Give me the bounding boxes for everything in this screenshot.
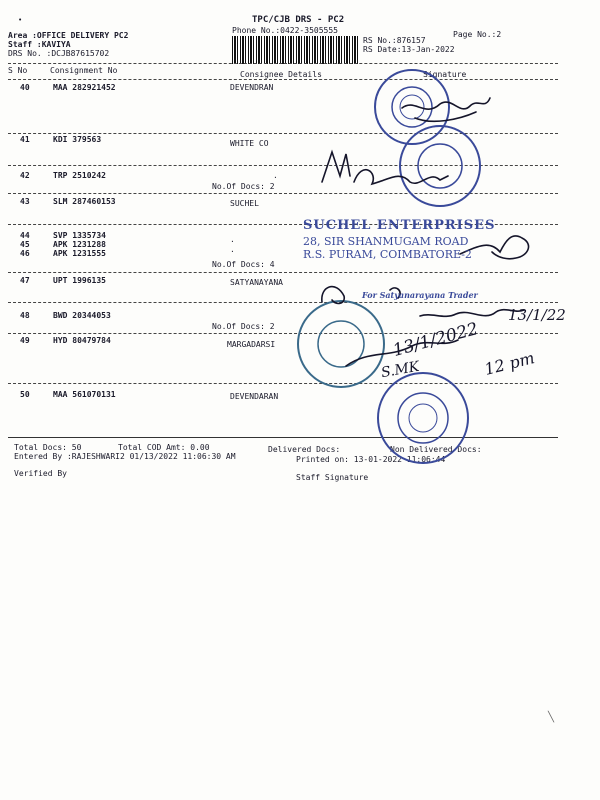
staff-signature-label: Staff Signature [296, 473, 369, 482]
row-43-sno: 43 [20, 197, 30, 206]
suchel-stamp-line2: 28, SIR SHANMUGAM ROAD [303, 235, 469, 248]
staff-label: Staff :KAVIYA [8, 40, 71, 49]
page-number: Page No.:2 [453, 30, 502, 39]
row-47-consignee: SATYANAYANA [230, 278, 283, 287]
signature-devendran-icon [402, 98, 490, 121]
total-cod: Total COD Amt: 0.00 [118, 443, 210, 452]
row-49-sno: 49 [20, 336, 30, 345]
row-50-consignment: MAA 561070131 [53, 390, 116, 399]
row-46-doc-count: No.Of Docs: 4 [212, 260, 275, 269]
satyanarayana-stamp: For Satyanarayana Trader [362, 290, 478, 300]
rs-number: RS No.:876157 [363, 36, 426, 45]
handwritten-date-1: 13/1/22 [508, 306, 566, 324]
drs-number: DRS No. :DCJB87615702 [8, 49, 110, 58]
row-42-consignment: TRP 2510242 [53, 171, 106, 180]
row-40-consignment: MAA 282921452 [53, 83, 116, 92]
row-43-consignee: SUCHEL [230, 199, 259, 208]
row-49-consignee: MARGADARSI [227, 340, 276, 349]
printed-on: Printed on: 13-01-2022 11:06:44 [296, 455, 446, 464]
row-48-sno: 48 [20, 311, 30, 320]
row-50-sno: 50 [20, 390, 30, 399]
signature-white-co-icon [322, 152, 448, 184]
row-45-sno: 45 [20, 240, 30, 249]
row-50-consignee: DEVENDARAN [230, 392, 279, 401]
drs-document-page: TPC/CJB DRS - PC2 Phone No.:0422-3505555 • Area :OFFICE DELIVERY PC2 Staff :KAVIYA DRS No. :DCJB87615702 RS No.:876157 RS Date:13-Jan-2022 Page No.:2 S No Consignment No Consignee Details Signature 40 MAA 282921452 DEVENDRAN 41 KDI 379563 WHITE CO 42 TRP 2510242 · No.Of Docs: 2 43 SLM 287460153 SUCHEL 44 SVP 1335734 45 APK 1231288 46 APK 1231555 · · No.Of Docs: 4 47 UPT 1996135 SATYANAYANA 48 BWD 20344053 No.Of Docs: 2 49 HYD 80479784 MARGADARSI 50 MAA 561070131 DEVENDARAN Total Docs: 50 Total COD Amt: 0.00 Delivered Docs: Non Delivered Docs: Entered By :RAJESHWARI2 01/13/2022 11:06:30 AM Printed on: 13-01-2022 11:06:44 Verified By Staff Signature SUCHEL ENTERPRISES 28, SIR SHANMUGAM ROAD R.S. PURAM, COIMBATORE-2 For Satyanarayana Trader 13/1/22 13/1/2022 12 pm S.MK ╲ [0, 0, 600, 800]
handwritten-initials: S.MK [379, 358, 421, 382]
document-title: TPC/CJB DRS - PC2 [252, 15, 345, 25]
row-42-doc-count: No.Of Docs: 2 [212, 182, 275, 191]
row-41-consignee: WHITE CO [230, 139, 269, 148]
col-sno: S No [8, 66, 28, 75]
row-47-consignment: UPT 1996135 [53, 276, 106, 285]
suchel-stamp-line3: R.S. PURAM, COIMBATORE-2 [303, 248, 472, 261]
verified-by: Verified By [14, 469, 67, 478]
row-42-sno: 42 [20, 171, 30, 180]
row-45-consignment: APK 1231288 [53, 240, 106, 249]
corner-mark: • [18, 16, 23, 24]
row-43-consignment: SLM 287460153 [53, 197, 116, 206]
suchel-stamp-line1: SUCHEL ENTERPRISES [303, 218, 496, 233]
entered-by: Entered By :RAJESHWARI2 01/13/2022 11:06:30 AM [14, 452, 236, 461]
row-40-consignee: DEVENDRAN [230, 83, 274, 92]
row-46-consignment: APK 1231555 [53, 249, 106, 258]
handwritten-date-2: 13/1/2022 [390, 319, 481, 361]
col-consignment: Consignment No [50, 66, 118, 75]
row-46-sno: 46 [20, 249, 30, 258]
row-48-consignment: BWD 20344053 [53, 311, 111, 320]
scan-mark: ╲ [548, 712, 555, 723]
total-docs: Total Docs: 50 [14, 443, 82, 452]
rs-date: RS Date:13-Jan-2022 [363, 45, 455, 54]
margadarsi-round-stamp-icon [298, 301, 384, 387]
row-49-consignment: HYD 80479784 [53, 336, 111, 345]
devendran-lower-round-stamp-icon [378, 373, 468, 463]
area-label: Area :OFFICE DELIVERY PC2 [8, 31, 129, 40]
row-40-sno: 40 [20, 83, 30, 92]
row-41-sno: 41 [20, 135, 30, 144]
delivered-docs: Delivered Docs: [268, 445, 341, 454]
white-co-round-stamp-icon [400, 126, 480, 206]
row-41-consignment: KDI 379563 [53, 135, 102, 144]
row-48-doc-count: No.Of Docs: 2 [212, 322, 275, 331]
col-consignee: Consignee Details [240, 70, 322, 79]
non-delivered-docs: Non Delivered Docs: [390, 445, 482, 454]
phone-number: Phone No.:0422-3505555 [232, 26, 338, 35]
col-signature: Signature [423, 70, 467, 79]
row-47-sno: 47 [20, 276, 30, 285]
row-44-sno: 44 [20, 231, 30, 240]
handwritten-time: 12 pm [482, 348, 537, 379]
devendran-round-stamp-icon [375, 70, 449, 144]
row-44-consignment: SVP 1335734 [53, 231, 106, 240]
